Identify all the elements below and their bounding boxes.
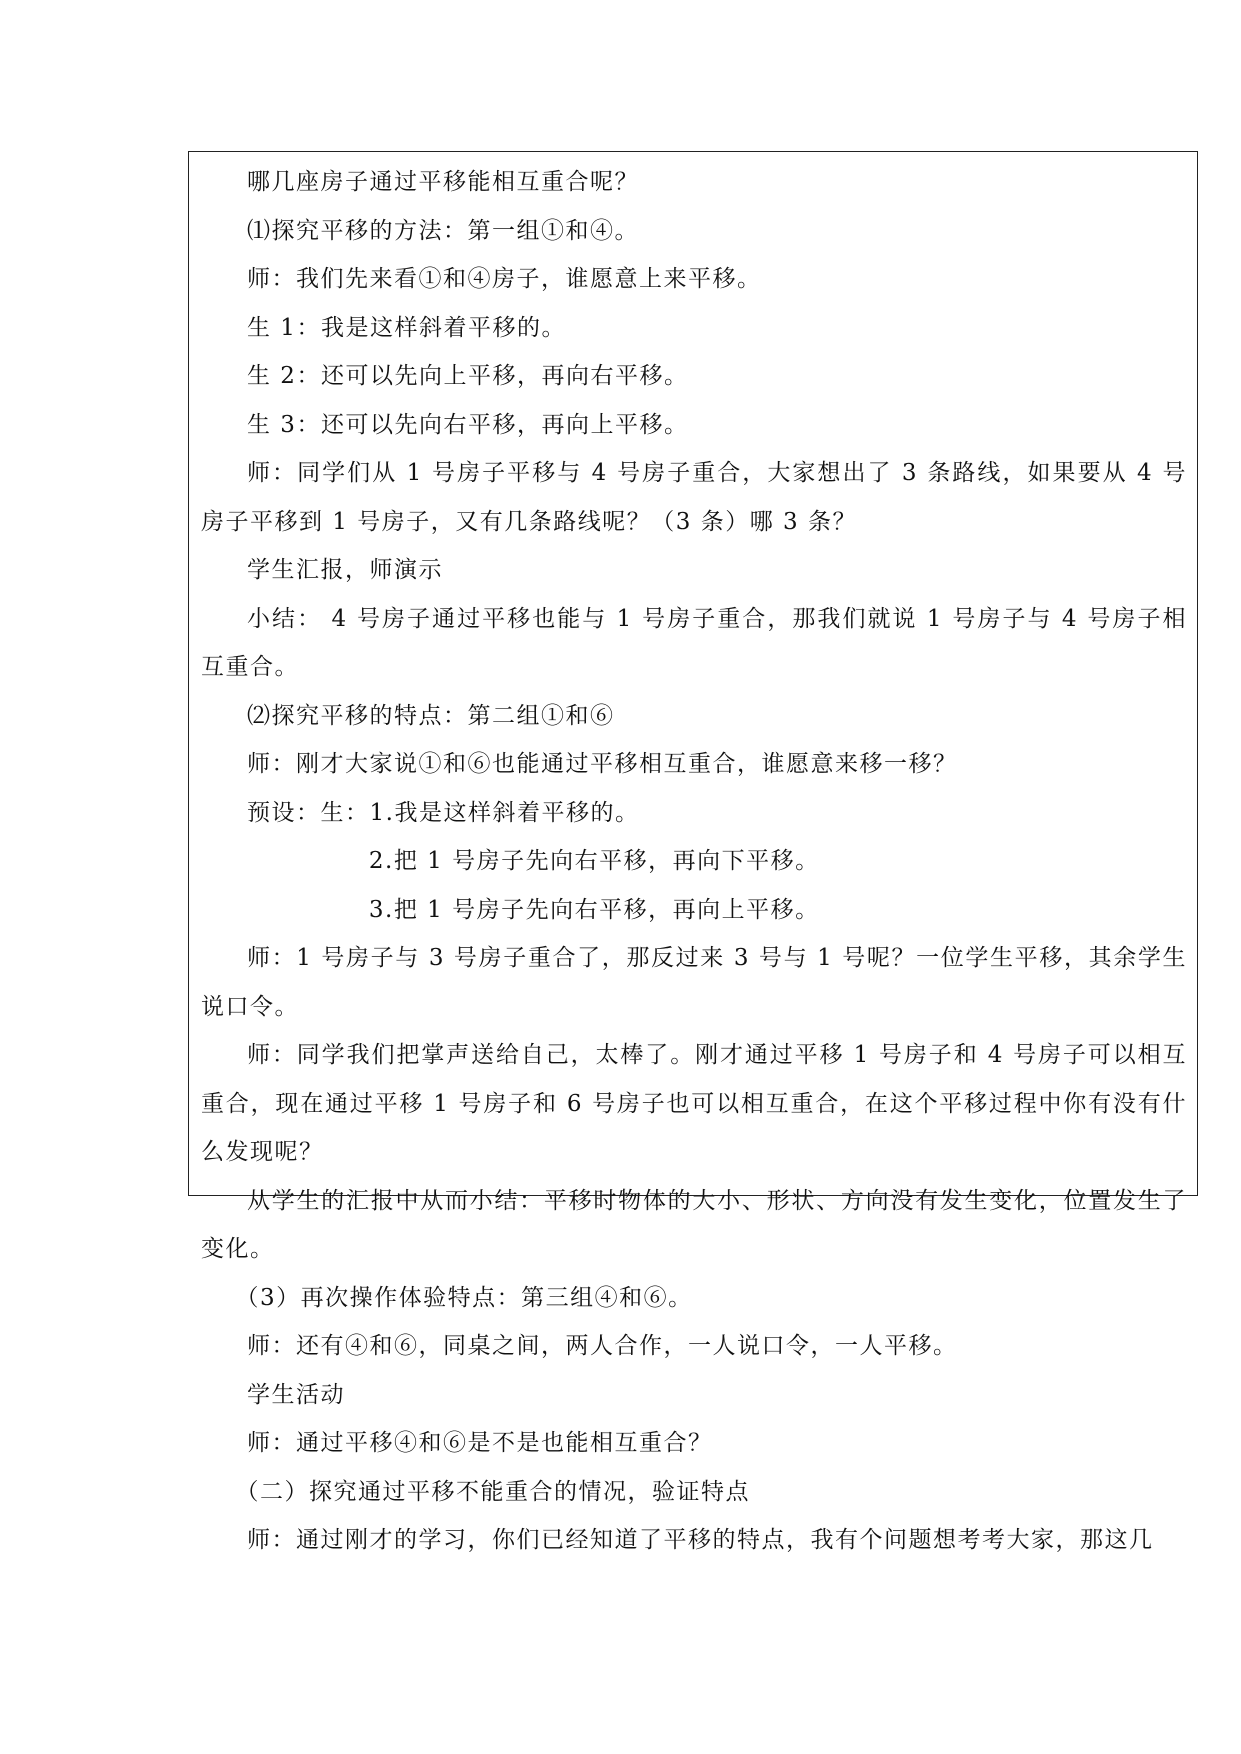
paragraph: 师：我们先来看①和④房子，谁愿意上来平移。: [247, 266, 762, 292]
paragraph: 学生汇报，师演示: [247, 557, 443, 583]
paragraph: 师：1 号房子与 3 号房子重合了，那反过来 3 号与 1 号呢？一位学生平移，其余学生说口令。: [201, 945, 1187, 1020]
paragraph: 师：通过平移④和⑥是不是也能相互重合？: [247, 1430, 713, 1456]
paragraph: 师：同学们从 1 号房子平移与 4 号房子重合，大家想出了 3 条路线，如果要从 4 号房子平移到 1 号房子，又有几条路线呢？（3 条）哪 3 条？: [201, 460, 1187, 535]
paragraph: 生 3：还可以先向右平移，再向上平移。: [247, 411, 689, 438]
paragraph: 师：还有④和⑥，同桌之间，两人合作，一人说口令，一人平移。: [247, 1333, 958, 1359]
paragraph: 2.把 1 号房子先向右平移，再向下平移。: [368, 848, 820, 874]
paragraph: ⑴探究平移的方法：第一组①和④。: [247, 217, 639, 244]
paragraph: ⑵探究平移的特点：第二组①和⑥: [247, 702, 615, 729]
paragraph: 师：通过刚才的学习，你们已经知道了平移的特点，我有个问题想考考大家，那这几: [247, 1527, 1154, 1553]
paragraph: 小结： 4 号房子通过平移也能与 1 号房子重合，那我们就说 1 号房子与 4 号房子相互重合。: [201, 605, 1187, 680]
paragraph: 师：刚才大家说①和⑥也能通过平移相互重合，谁愿意来移一移？: [247, 751, 958, 777]
lesson-table-cell: [188, 151, 1198, 1553]
paragraph: 学生活动: [247, 1381, 345, 1408]
paragraph: 生 2：还可以先向上平移，再向右平移。: [247, 363, 689, 389]
paragraph: 预设：生：1.我是这样斜着平移的。: [247, 799, 640, 826]
paragraph: 哪几座房子通过平移能相互重合呢？: [247, 169, 639, 195]
paragraph: 从学生的汇报中从而小结：平移时物体的大小、形状、方向没有发生变化，位置发生了变化。: [201, 1187, 1187, 1262]
paragraph: （二）探究通过平移不能重合的情况，验证特点: [235, 1478, 750, 1505]
paragraph: 生 1：我是这样斜着平移的。: [247, 314, 566, 341]
paragraph: 师：同学我们把掌声送给自己，太棒了。刚才通过平移 1 号房子和 4 号房子可以相互重合，现在通过平移 1 号房子和 6 号房子也可以相互重合，在这个平移过程中你有没有什么发现呢？: [201, 1042, 1187, 1165]
lesson-text: [201, 158, 1187, 1565]
paragraph: （3）再次操作体验特点：第三组④和⑥。: [235, 1284, 693, 1311]
paragraph: 3.把 1 号房子先向右平移，再向上平移。: [368, 896, 820, 923]
